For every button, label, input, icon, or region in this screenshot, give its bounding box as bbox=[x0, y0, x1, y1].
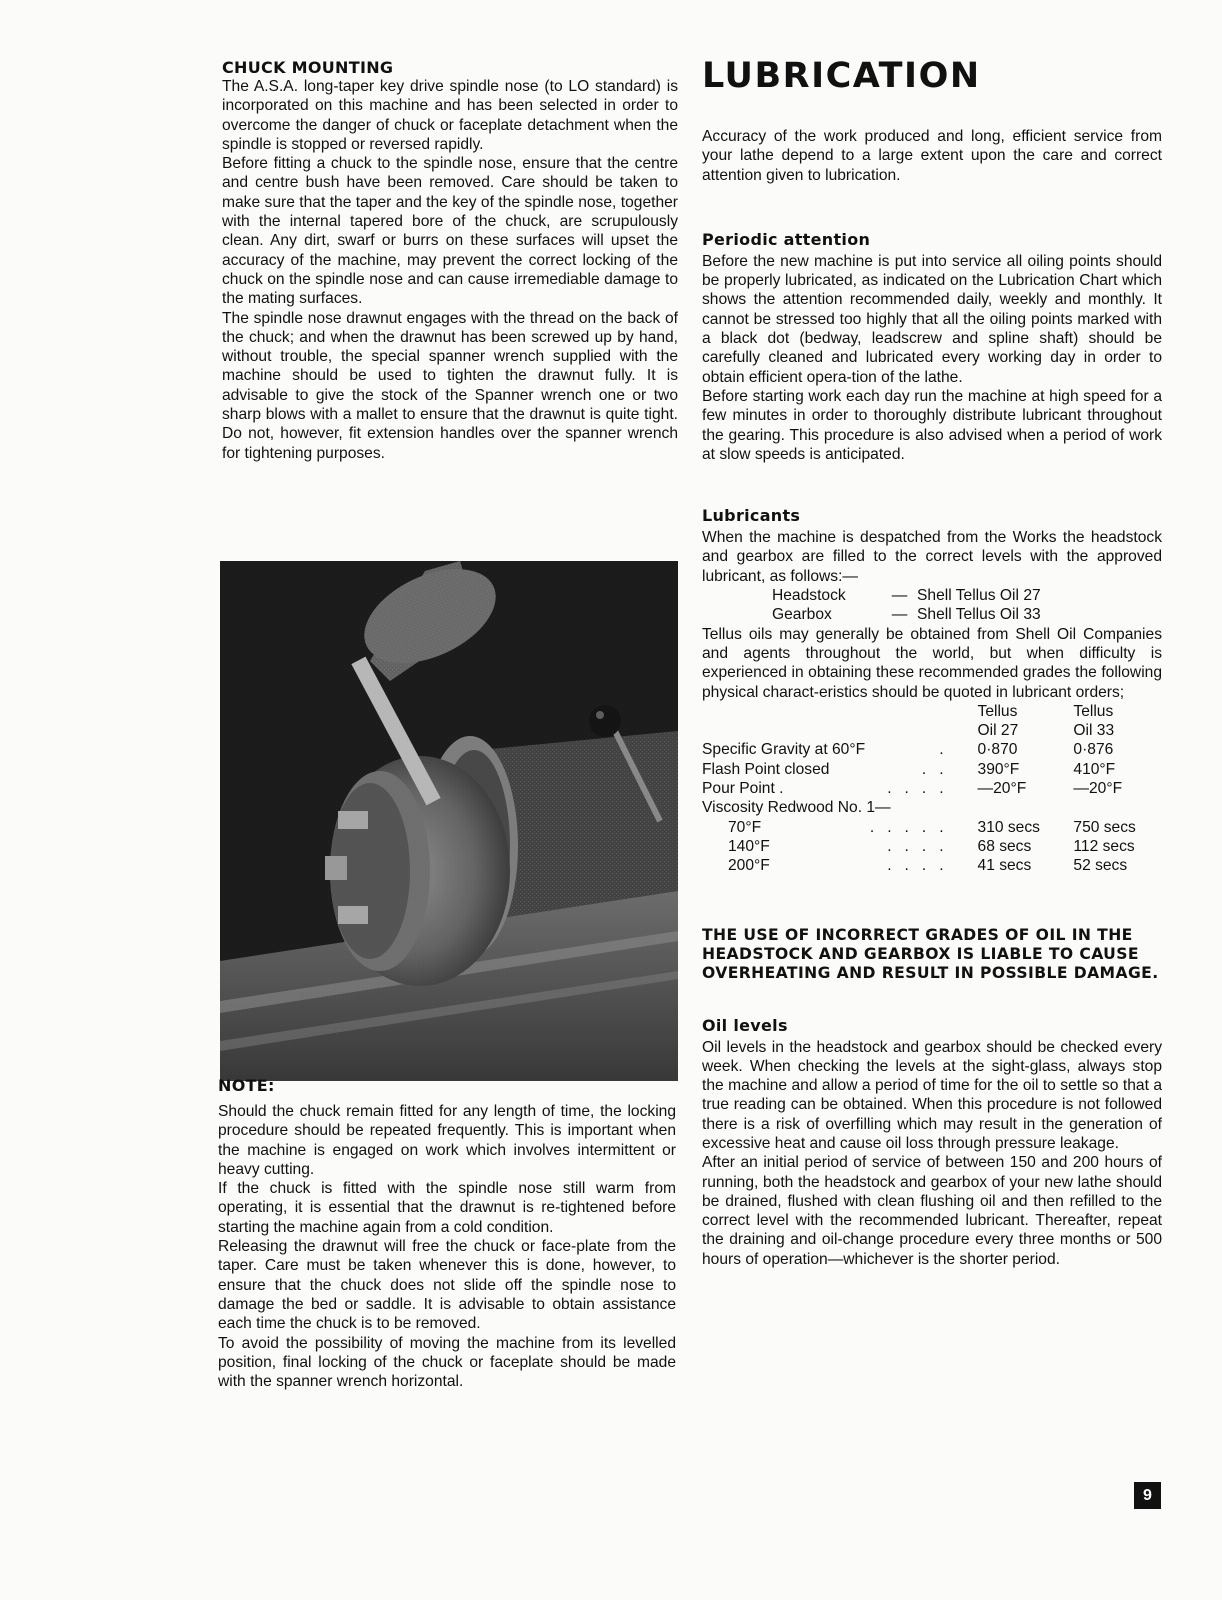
row-label: Flash Point closed bbox=[702, 760, 830, 778]
list-item bbox=[702, 605, 1162, 624]
cell: 750 secs bbox=[1073, 818, 1136, 836]
paragraph: Releasing the drawnut will free the chuck or face-plate from the taper. Care must be taken whenever this is done, however, to ensure that the chuck does not slide off the spindle nose to damage the bed or saddle. It is advisable to obtain assistance each time the chuck is to be removed. bbox=[218, 1238, 676, 1333]
cell: 68 secs bbox=[977, 837, 1032, 855]
right-column bbox=[702, 56, 1162, 1269]
row-label: Pour Point . bbox=[702, 780, 784, 798]
table-header-row bbox=[702, 721, 1150, 740]
row-label: 140°F bbox=[728, 837, 770, 855]
col-header: Oil 33 bbox=[1073, 722, 1115, 740]
paragraph: The A.S.A. long-taper key drive spindle nose (to LO standard) is incorporated on this machine and has been selected in order to overcome the danger of chuck or faceplate detachment when the spindle is stopped or reversed rapidly. bbox=[222, 78, 678, 153]
paragraph: If the chuck is fitted with the spindle nose still warm from operating, it is essential that the drawnut is re-tightened before starting the machine again from a cold condition. bbox=[218, 1180, 676, 1236]
paragraph: After an initial period of service of between 150 and 200 hours of running, both the headstock and gearbox of your new lathe should be drained, flushed with clean flushing oil and then refilled to the correct level with the recommended lubricant. Thereafter, repeat the draining and oil-change procedure every three months or 500 hours of operation—whichever is the shorter period. bbox=[702, 1154, 1162, 1268]
paragraph: The spindle nose drawnut engages with the thread on the back of the chuck; and when the drawnut has been screwed up by hand, without trouble, the special spanner wrench supplied with the machine should be used to tighten the drawnut fully. It is advisable to give the stock of the Spanner wrench one or two sharp blows with a mallet to ensure that the drawnut is quite tight. Do not, however, fit extension handles over the spanner wrench for tightening purposes. bbox=[222, 309, 678, 462]
paragraph: Accuracy of the work produced and long, efficient service from your lathe depend to a large extent upon the care and correct attention given to lubrication. bbox=[702, 128, 1162, 184]
row-label: 200°F bbox=[728, 857, 770, 875]
lubricant-oil: Shell Tellus Oil 33 bbox=[917, 606, 1041, 624]
oil-levels-heading: Oil levels bbox=[702, 1015, 788, 1035]
note-block bbox=[218, 1076, 676, 1391]
lubricant-dash: — bbox=[891, 606, 908, 624]
lubricant-part: Gearbox bbox=[772, 606, 832, 624]
lubricants-text-2 bbox=[702, 625, 1162, 702]
cell: 0·870 bbox=[977, 741, 1018, 759]
table-row bbox=[702, 798, 1150, 817]
table-row bbox=[702, 760, 1150, 779]
cell: 390°F bbox=[977, 760, 1020, 778]
chuck-mounting-heading: CHUCK MOUNTING bbox=[222, 58, 394, 77]
lubrication-title: LUBRICATION bbox=[702, 56, 981, 96]
page-number: 9 bbox=[1134, 1482, 1161, 1509]
oil-levels-text bbox=[702, 1038, 1162, 1270]
lubricants-heading: Lubricants bbox=[702, 506, 801, 526]
cell: —20°F bbox=[1073, 780, 1123, 798]
table-row bbox=[702, 818, 1150, 837]
cell: 112 secs bbox=[1073, 837, 1135, 855]
warning-text: THE USE OF INCORRECT GRADES OF OIL IN THE HEADSTOCK AND GEARBOX IS LIABLE TO CAUSE OVERHEATING AND RESULT IN POSSIBLE DAMAGE. bbox=[702, 925, 1159, 982]
cell: 41 secs bbox=[977, 857, 1032, 875]
cell: 310 secs bbox=[977, 818, 1040, 836]
cell: —20°F bbox=[977, 780, 1027, 798]
col-header: Tellus bbox=[1073, 702, 1114, 720]
paragraph: Before starting work each day run the machine at high speed for a few minutes in order to thoroughly distribute lubricant throughout the gearing. This procedure is also advised when a period of work at slow speeds is anticipated. bbox=[702, 387, 1162, 463]
left-column bbox=[222, 58, 678, 463]
chuck-photo-image bbox=[220, 561, 678, 1081]
table-row bbox=[702, 837, 1150, 856]
col-header: Oil 27 bbox=[977, 722, 1019, 740]
lubricants-text bbox=[702, 528, 1162, 586]
lubricant-list bbox=[702, 586, 1162, 625]
leader-dots: . bbox=[939, 741, 944, 759]
cell: 52 secs bbox=[1073, 857, 1128, 875]
paragraph: Before the new machine is put into service all oiling points should be properly lubricated, as indicated on the Lubrication Chart which shows the attention recommended daily, weekly and monthly. It cannot be stressed too highly that all the oiling points marked with a black dot (bedway, leadscrew and spline shaft) should be carefully cleaned and lubricated every working day in order to obtain efficient opera-tion of the lathe. bbox=[702, 252, 1162, 386]
lubricant-dash: — bbox=[891, 587, 908, 605]
list-item bbox=[702, 586, 1162, 605]
leader-dots: . . . . bbox=[887, 857, 944, 875]
cell: 410°F bbox=[1073, 760, 1116, 778]
paragraph: When the machine is despatched from the Works the headstock and gearbox are filled to the correct levels with the approved lubricant, as follows:— bbox=[702, 529, 1162, 585]
cell: 0·876 bbox=[1073, 741, 1114, 759]
paragraph: Oil levels in the headstock and gearbox should be checked every week. When checking the levels at the sight-glass, always stop the machine and allow a period of time for the oil to settle so that a true reading can be obtained. When this procedure is not followed there is a risk of overfilling which may result in the generation of excessive heat and cause oil loss through pressure leakage. bbox=[702, 1038, 1162, 1152]
paragraph: Before fitting a chuck to the spindle nose, ensure that the centre and centre bush have been removed. Care should be taken to make sure that the taper and the key of the spindle nose, together with the internal tapered bore of the chuck, are scrupulously clean. Any dirt, swarf or burrs on these surfaces will upset the accuracy of the machine, may prevent the correct locking of the chuck on the spindle nose and can cause irremediable damage to the mating surfaces. bbox=[222, 155, 678, 308]
col-header: Tellus bbox=[977, 702, 1018, 720]
chuck-mounting-text bbox=[222, 77, 678, 463]
paragraph: Should the chuck remain fitted for any length of time, the locking procedure should be repeated frequently. This is important when the machine is engaged on work which involves intermittent or heavy cutting. bbox=[218, 1103, 676, 1178]
paragraph: Tellus oils may generally be obtained from Shell Oil Companies and agents throughout the world, but when difficulty is experienced in obtaining these recommended grades the following physical charact-eristics should be quoted in lubricant orders; bbox=[702, 625, 1162, 701]
intro-text bbox=[702, 127, 1162, 185]
leader-dots: . . bbox=[921, 760, 944, 778]
lubricant-part: Headstock bbox=[772, 587, 846, 605]
table-header-row bbox=[702, 702, 1150, 721]
table-row bbox=[702, 856, 1150, 875]
row-label: 70°F bbox=[728, 818, 762, 836]
leader-dots: . . . . bbox=[887, 780, 944, 798]
table-row bbox=[702, 740, 1150, 759]
leader-dots: . . . . . bbox=[869, 818, 944, 836]
row-label: Viscosity Redwood No. 1— bbox=[702, 799, 891, 817]
note-heading: NOTE: bbox=[218, 1076, 275, 1095]
leader-dots: . . . . bbox=[887, 837, 944, 855]
table-row bbox=[702, 779, 1150, 798]
note-text bbox=[218, 1102, 676, 1391]
oil-spec-table bbox=[702, 702, 1150, 876]
periodic-attention-heading: Periodic attention bbox=[702, 229, 871, 249]
paragraph: To avoid the possibility of moving the machine from its levelled position, final locking of the chuck or faceplate should be made with the spanner wrench horizontal. bbox=[218, 1334, 676, 1391]
row-label: Specific Gravity at 60°F bbox=[702, 741, 866, 759]
periodic-attention-text bbox=[702, 252, 1162, 464]
lubricant-oil: Shell Tellus Oil 27 bbox=[917, 587, 1041, 605]
chuck-photo bbox=[220, 561, 678, 1081]
